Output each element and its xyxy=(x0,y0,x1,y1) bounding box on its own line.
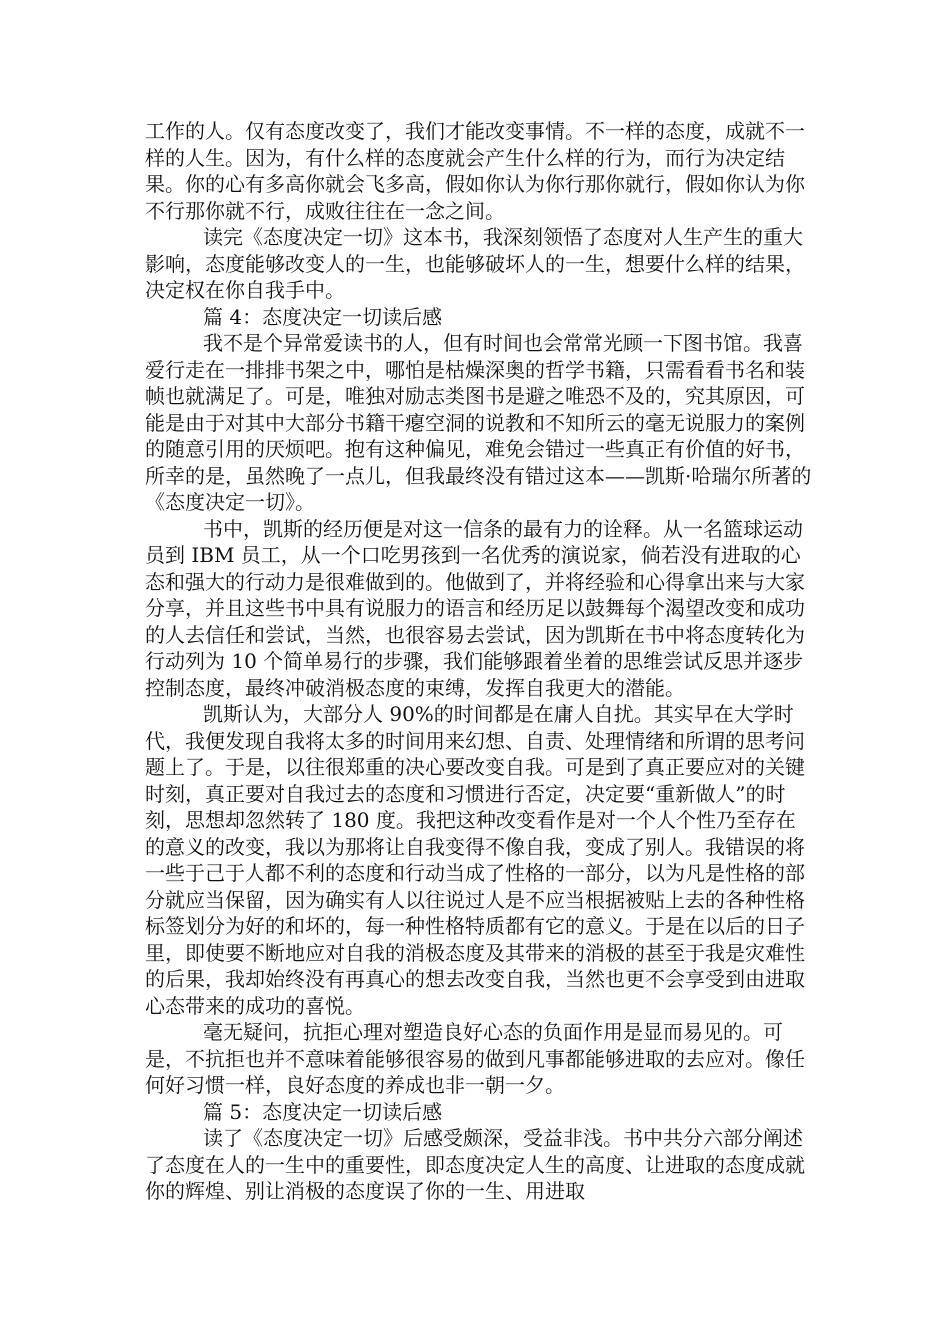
paragraph-self-trouble: 凯斯认为，大部分人 90%的时间都是在庸人自扰。其实早在大学时代，我便发现自我将太多的时间用来幻想、自责、处理情绪和所谓的思考问题上了。于是，以往很郑重的决心要改变自我。可是到了真正要应对的关键时刻，真正要对自我过去的态度和习惯进行否定，决定要“重新做人”的时刻，思想却忽然转了 180 度。我把这种改变看作是对一个人个性乃至存在的意义的改变，我以为那将让自我变得不像自我，变成了别人。我错误的将一些于己于人都不利的态度和行动当成了性格的一部分，以为凡是性格的部分就应当保留，因为确实有人以往说过人是不应当根据被贴上去的各种性格标签划分为好的和坏的，每一种性格特质都有它的意义。于是在以后的日子里，即使要不断地应对自我的消极态度及其带来的消极的甚至于我是灾难性的后果，我却始终没有再真心的想去改变自我，当然也更不会享受到由进取心态带来的成功的喜悦。 xyxy=(145,702,805,1018)
section-heading-4: 篇 4：态度决定一切读后感 xyxy=(203,304,443,329)
section-heading-5: 篇 5：态度决定一切读后感 xyxy=(203,1099,443,1124)
paragraph-keith-experience: 书中，凯斯的经历便是对这一信条的最有力的诠释。从一名篮球运动员到 IBM 员工，从一个口吃男孩到一名优秀的演说家，倘若没有进取的心态和强大的行动力是很难做到的。他做到了，并将经验和心得拿出来与大家分享，并且这些书中具有说服力的语言和经历足以鼓舞每个渴望改变和成功的人去信任和尝试，当然，也很容易去尝试，因为凯斯在书中将态度转化为行动列为 10 个简单易行的步骤，我们能够跟着坐着的思维尝试反思并逐步控制态度，最终冲破消极态度的束缚，发挥自我更大的潜能。 xyxy=(145,516,805,700)
paragraph-review-summary: 读完《态度决定一切》这本书，我深刻领悟了态度对人生产生的重大影响，态度能够改变人的一生，也能够破坏人的一生，想要什么样的结果，决定权在你自我手中。 xyxy=(145,225,805,302)
paragraph-continuation: 工作的人。仅有态度改变了，我们才能改变事情。不一样的态度，成就不一样的人生。因为，有什么样的态度就会产生什么样的行为，而行为决定结果。你的心有多高你就会飞多高，假如你认为你行那你就行，假如你认为你不行那你就不行，成败往往在一念之间。 xyxy=(145,119,805,223)
document-page xyxy=(145,118,813,1205)
paragraph-chapter-overview: 读了《态度决定一切》后感受颇深，受益非浅。书中共分六部分阐述了态度在人的一生中的重要性，即态度决定人生的高度、让进取的态度成就你的辉煌、别让消极的态度误了你的一生、用进取 xyxy=(145,1126,805,1203)
paragraph-library-intro: 我不是个异常爱读书的人，但有时间也会常常光顾一下图书馆。我喜爱行走在一排排书架之中，哪怕是枯燥深奥的哲学书籍，只需看看书名和装帧也就满足了。可是，唯独对励志类图书是避之唯恐不及的，究其原因，可能是由于对其中大部分书籍干瘪空洞的说教和不知所云的毫无说服力的案例的随意引用的厌烦吧。抱有这种偏见，难免会错过一些真正有价值的好书，所幸的是，虽然晚了一点儿，但我最终没有错过这本——凯斯·哈瑞尔所著的《态度决定一切》。 xyxy=(145,331,812,514)
paragraph-resistance: 毫无疑问，抗拒心理对塑造良好心态的负面作用是显而易见的。可是，不抗拒也并不意味着能够很容易的做到凡事都能够进取的去应对。像任何好习惯一样，良好态度的养成也非一朝一夕。 xyxy=(145,1020,805,1097)
